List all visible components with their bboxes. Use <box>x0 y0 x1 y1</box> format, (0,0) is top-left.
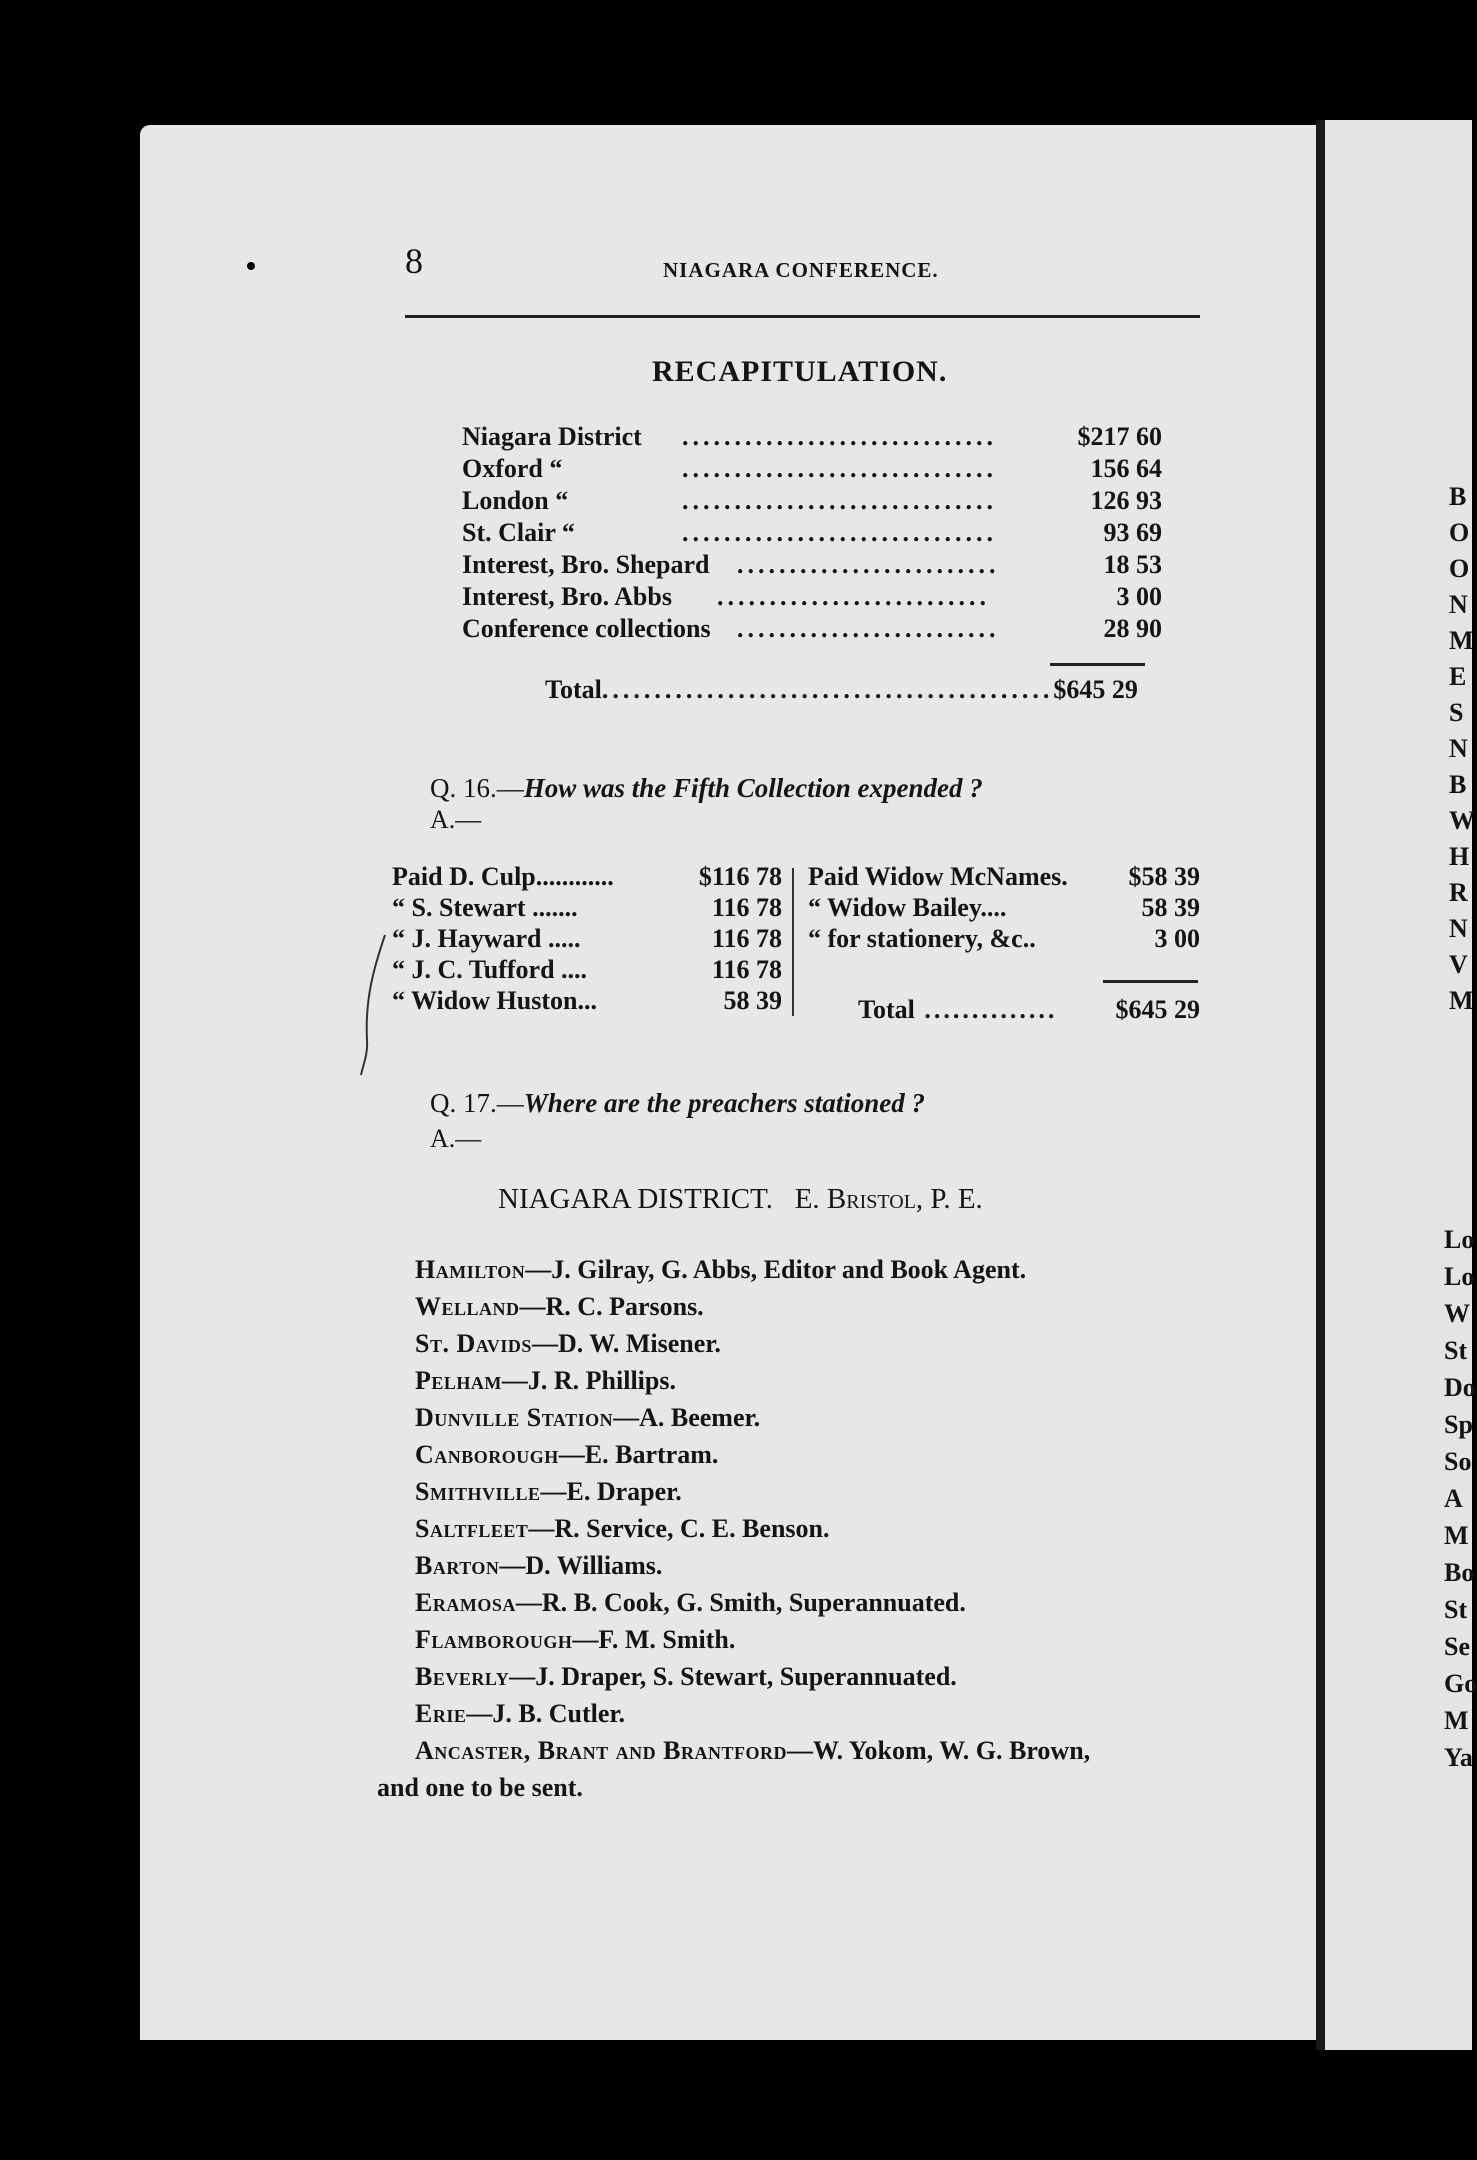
dot-leader: ......................... <box>737 550 1000 579</box>
station-place: St. Davids <box>415 1329 532 1358</box>
station-place: Eramosa <box>415 1588 516 1617</box>
station-entry <box>415 1477 1090 1514</box>
dot-leader: .............................. <box>682 422 997 451</box>
station-place: Pelham <box>415 1366 502 1395</box>
recapitulation-title: RECAPITULATION. <box>652 355 948 388</box>
payments-total <box>858 995 1200 1026</box>
station-entry <box>415 1588 1090 1625</box>
facing-page-letters-top <box>1449 482 1475 1022</box>
recap-label: Interest, Bro. Shepard <box>462 550 710 579</box>
payment-row <box>392 893 782 924</box>
recap-amount: $217 60 <box>1077 422 1162 451</box>
station-place: Erie <box>415 1699 467 1728</box>
facing-letter: M <box>1449 986 1474 1015</box>
payment-amount: 116 78 <box>711 955 782 984</box>
dot-leader: ......................... <box>737 614 1000 643</box>
total-rule <box>1050 663 1145 666</box>
facing-letter: M <box>1449 626 1474 655</box>
payment-row <box>808 893 1200 924</box>
facing-letter: M <box>1444 1706 1469 1735</box>
payment-amount: 58 39 <box>1141 893 1200 922</box>
recap-amount: 18 53 <box>1103 550 1162 579</box>
question-17 <box>430 1088 925 1119</box>
station-place: Barton <box>415 1551 500 1580</box>
station-entry <box>415 1329 1090 1366</box>
station-preachers: —D. W. Misener. <box>531 1329 721 1358</box>
facing-letter: St <box>1444 1336 1468 1365</box>
facing-letter: Ya <box>1444 1743 1473 1772</box>
question-16 <box>430 773 983 804</box>
recap-row <box>462 454 1162 486</box>
district-heading <box>498 1183 983 1216</box>
payment-amount: 116 78 <box>711 893 782 922</box>
facing-letter: N <box>1449 914 1468 943</box>
recap-amount: 126 93 <box>1090 486 1162 515</box>
facing-letter: W <box>1444 1299 1470 1328</box>
column-divider <box>792 868 794 1016</box>
station-place: Canborough <box>415 1440 559 1469</box>
station-preachers: —J. Gilray, G. Abbs, Editor and Book Agent. <box>525 1255 1027 1284</box>
payee: “ Widow Bailey.... <box>808 893 1007 922</box>
payee: “ J. C. Tufford .... <box>392 955 588 984</box>
station-preachers: —W. Yokom, W. G. Brown, <box>786 1736 1091 1765</box>
facing-letter: Lo <box>1444 1262 1475 1291</box>
facing-letter: So <box>1444 1447 1472 1476</box>
recap-row <box>462 582 1162 614</box>
page-gutter <box>1316 120 1325 2050</box>
payee: Paid Widow McNames. <box>808 862 1068 891</box>
margin-pencil-mark <box>355 930 395 1080</box>
recap-total-label: Total <box>545 675 602 704</box>
recap-label: Niagara District <box>462 422 642 451</box>
facing-letter: Lo <box>1444 1225 1475 1254</box>
station-place: Dunville Station <box>415 1403 614 1432</box>
station-preachers: —R. B. Cook, G. Smith, Superannuated. <box>515 1588 966 1617</box>
station-entry <box>415 1736 1090 1773</box>
recap-total <box>545 675 1138 705</box>
station-list <box>377 1255 1091 1810</box>
payment-row <box>392 862 782 893</box>
dot-leader: .............................. <box>682 486 997 515</box>
recap-label: Oxford “ <box>462 454 563 483</box>
facing-letter: B <box>1449 770 1467 799</box>
station-preachers: —D. Williams. <box>499 1551 663 1580</box>
station-preachers: —A. Beemer. <box>613 1403 761 1432</box>
station-place: Beverly <box>415 1662 510 1691</box>
header-rule <box>405 315 1200 318</box>
payment-row <box>808 862 1200 893</box>
station-place: Welland <box>415 1292 520 1321</box>
facing-letter: Sp <box>1444 1410 1473 1439</box>
station-entry <box>415 1514 1090 1551</box>
facing-letter: N <box>1449 734 1468 763</box>
station-preachers: —E. Draper. <box>540 1477 682 1506</box>
payee: “ J. Hayward ..... <box>392 924 581 953</box>
payment-amount: 3 00 <box>1154 924 1200 953</box>
answer-16-label: A.— <box>430 805 482 834</box>
station-entry <box>415 1403 1090 1440</box>
dot-leader: ........................................... <box>601 675 1054 704</box>
recap-label: St. Clair “ <box>462 518 575 547</box>
payee: Paid D. Culp............ <box>392 862 614 891</box>
facing-letter: H <box>1449 842 1470 871</box>
facing-letter: S <box>1449 698 1464 727</box>
station-entry <box>415 1699 1090 1736</box>
recap-label: Conference collections <box>462 614 711 643</box>
station-entry <box>415 1551 1090 1588</box>
facing-letter: M <box>1444 1521 1469 1550</box>
station-preachers: —J. Draper, S. Stewart, Superannuated. <box>509 1662 957 1691</box>
payment-row <box>392 955 782 986</box>
presiding-elder: E. Bristol, P. E. <box>794 1183 983 1215</box>
payments-total-amount: $645 29 <box>1115 995 1200 1024</box>
recap-row <box>462 422 1162 454</box>
question-text: Where are the preachers stationed ? <box>523 1088 925 1118</box>
recap-total-amount: $645 29 <box>1053 675 1138 704</box>
facing-letter: W <box>1449 806 1475 835</box>
recap-amount: 156 64 <box>1090 454 1162 483</box>
facing-letter: St <box>1444 1595 1468 1624</box>
payment-amount: $116 78 <box>698 862 782 891</box>
recap-row <box>462 614 1162 646</box>
station-entry <box>415 1292 1090 1329</box>
station-place: Saltfleet <box>415 1514 529 1543</box>
station-preachers: —R. Service, C. E. Benson. <box>528 1514 830 1543</box>
payment-amount: 58 39 <box>723 986 782 1015</box>
running-head: NIAGARA CONFERENCE. <box>663 258 939 282</box>
station-place: Flamborough <box>415 1625 573 1654</box>
question-number: Q. 16.— <box>430 773 524 803</box>
dot-leader: .............................. <box>682 454 997 483</box>
recap-label: Interest, Bro. Abbs <box>462 582 672 611</box>
payments-left-column <box>392 862 782 1017</box>
recap-row <box>462 486 1162 518</box>
total-rule <box>1103 980 1198 983</box>
station-continuation: and one to be sent. <box>377 1773 583 1802</box>
ink-spot <box>247 262 255 270</box>
payee: “ S. Stewart ....... <box>392 893 578 922</box>
facing-letter: O <box>1449 554 1470 583</box>
dot-leader: .............................. <box>682 518 997 547</box>
facing-letter: E <box>1449 662 1467 691</box>
facing-letter: O <box>1449 518 1470 547</box>
recap-amount: 28 90 <box>1103 614 1162 643</box>
recap-row <box>462 518 1162 550</box>
answer-17-label: A.— <box>430 1124 482 1153</box>
facing-page-letters-bottom <box>1444 1225 1477 1780</box>
recapitulation-table <box>462 422 1162 646</box>
question-number: Q. 17.— <box>430 1088 524 1118</box>
station-preachers: —F. M. Smith. <box>572 1625 736 1654</box>
station-preachers: —J. R. Phillips. <box>501 1366 676 1395</box>
payee: “ for stationery, &c.. <box>808 924 1036 953</box>
station-preachers: —R. C. Parsons. <box>519 1292 704 1321</box>
question-text: How was the Fifth Collection expended ? <box>523 773 983 803</box>
station-preachers: —J. B. Cutler. <box>466 1699 626 1728</box>
payment-row <box>392 986 782 1017</box>
district-title: NIAGARA DISTRICT. <box>498 1183 773 1215</box>
recap-amount: 93 69 <box>1103 518 1162 547</box>
facing-letter: R <box>1449 878 1468 907</box>
recap-row <box>462 550 1162 582</box>
recap-label: London “ <box>462 486 569 515</box>
facing-letter: N <box>1449 590 1468 619</box>
facing-letter: Do <box>1444 1373 1476 1402</box>
station-entry <box>415 1625 1090 1662</box>
station-place: Smithville <box>415 1477 541 1506</box>
payment-amount: $58 39 <box>1128 862 1200 891</box>
payments-total-label: Total .............. <box>858 995 1058 1024</box>
dot-leader: .......................... <box>717 582 990 611</box>
facing-letter: Bo <box>1444 1558 1475 1587</box>
payments-right-column <box>808 862 1200 955</box>
payment-row <box>808 924 1200 955</box>
station-entry <box>415 1366 1090 1403</box>
facing-letter: Go <box>1444 1669 1477 1698</box>
station-entry <box>415 1662 1090 1699</box>
station-preachers: —E. Bartram. <box>558 1440 719 1469</box>
station-entry <box>415 1255 1090 1292</box>
station-place: Hamilton <box>415 1255 526 1284</box>
page-number: 8 <box>405 241 423 281</box>
facing-letter: Se <box>1444 1632 1470 1661</box>
payee: “ Widow Huston... <box>392 986 597 1015</box>
payment-row <box>392 924 782 955</box>
recap-amount: 3 00 <box>1116 582 1162 611</box>
facing-letter: B <box>1449 482 1467 511</box>
payment-amount: 116 78 <box>711 924 782 953</box>
facing-letter: V <box>1449 950 1468 979</box>
station-place: Ancaster, Brant and Brantford <box>415 1736 787 1765</box>
station-entry <box>415 1440 1090 1477</box>
facing-letter: A <box>1444 1484 1463 1513</box>
